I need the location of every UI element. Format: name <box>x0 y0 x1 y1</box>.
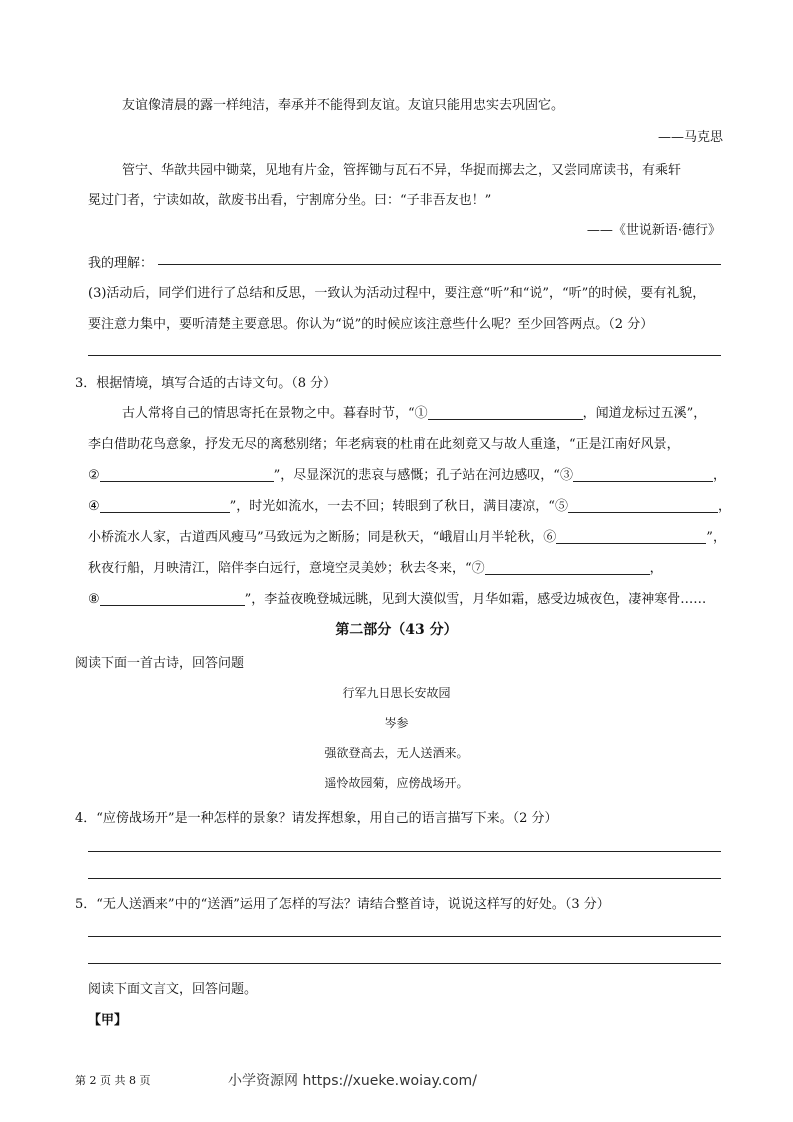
q4-answer-line-1[interactable] <box>88 851 721 852</box>
poem-line1: 强欲登高去，无人送酒来。 <box>324 746 469 760</box>
q3-line6-text: 秋夜行船，月映清江，陪伴李白远行，意境空灵美妙；秋去冬来，“⑦ <box>88 561 485 576</box>
watermark-url: 小学资源网 https://xueke.woiay.com/ <box>228 1073 477 1089</box>
q3-line5-end: ”， <box>706 530 726 545</box>
q3-line6-end: ， <box>649 561 663 576</box>
q3-part-answer-line[interactable] <box>88 355 721 356</box>
part2-heading: 第二部分（43 分） <box>335 622 458 638</box>
blank-2[interactable] <box>100 467 274 482</box>
quote-shishuo-line1: 管宁、华歆共园中锄菜，见地有片金，管挥锄与瓦石不异，华捉而掷去之，又尝同席读书，有乘轩 <box>122 163 682 178</box>
q3-line3-text: ”，尽显深沉的悲哀与感慨；孔子站在河边感叹，“③ <box>273 468 573 483</box>
blank-5[interactable] <box>568 498 718 513</box>
poem-line2: 遥怜故园菊，应傍战场开。 <box>324 776 469 790</box>
q3-part-line1: (3)活动后，同学们进行了总结和反思，一致认为活动过程中，要注意“听”和“说”，“听”的时候，要有礼貌， <box>88 286 706 301</box>
quote-source: ——《世说新语·德行》 <box>586 223 721 238</box>
q3-title: 3．根据情境，填写合适的古诗文句。（8 分） <box>75 376 337 391</box>
blank-4[interactable] <box>100 498 230 513</box>
q3-line4-end: ， <box>717 499 731 514</box>
q3-line3 <box>88 464 726 483</box>
blank-3[interactable] <box>573 467 713 482</box>
q5-answer-line-1[interactable] <box>88 936 721 937</box>
blank-1[interactable] <box>428 405 583 420</box>
understanding-label: 我的理解： <box>88 256 154 271</box>
q5-text: 5．“无人送酒来”中的“送酒”运用了怎样的写法？请结合整首诗，说说这样写的好处。（3 分） <box>75 897 610 912</box>
q3-line7-num: ⑧ <box>88 592 100 607</box>
blank-6[interactable] <box>556 529 706 544</box>
q3-line3-end: ， <box>712 468 726 483</box>
page-number: 第 2 页 共 8 页 <box>75 1074 151 1087</box>
quote-author: ——马克思 <box>657 130 723 145</box>
q5-answer-line-2[interactable] <box>88 963 721 964</box>
q3-line4-text: ”，时光如流水，一去不回；转眼到了秋日，满目凄凉，“⑤ <box>229 499 568 514</box>
q3-line6 <box>88 557 663 576</box>
q4-text: 4．“应傍战场开”是一种怎样的景象？请发挥想象，用自己的语言描写下来。（2 分） <box>75 811 558 826</box>
q3-part-line2: 要注意力集中，要听清楚主要意思。你认为“说”的时候应该注意些什么呢？至少回答两点。（2 分） <box>88 317 654 332</box>
q3-line2: 李白借助花鸟意象，抒发无尽的离愁别绪；年老病衰的杜甫在此刻竟又与故人重逢，“正是江南好风景， <box>88 437 680 452</box>
jia-label: 【甲】 <box>88 1013 128 1028</box>
poem-title: 行军九日思长安故园 <box>342 686 451 700</box>
q3-line4 <box>88 495 731 514</box>
q3-line1-text-a: 古人常将自己的情思寄托在景物之中。暮春时节，“① <box>122 406 428 421</box>
poem-author: 岑参 <box>384 716 409 730</box>
q3-line1-text-b: ，闻道龙标过五溪”， <box>582 406 707 421</box>
q4-answer-line-2[interactable] <box>88 878 721 879</box>
blank-7[interactable] <box>485 560 650 575</box>
q3-line4-num: ④ <box>88 499 100 514</box>
blank-8[interactable] <box>100 591 245 606</box>
q3-line7 <box>88 588 706 607</box>
q3-line5-text: 小桥流水人家，古道西风瘦马”马致远为之断肠；同是秋天，“峨眉山月半轮秋，⑥ <box>88 530 557 545</box>
part2-intro: 阅读下面一首古诗，回答问题 <box>75 656 245 671</box>
q3-line5 <box>88 526 726 545</box>
quote-marx: 友谊像清晨的露一样纯洁，奉承并不能得到友谊。友谊只能用忠实去巩固它。 <box>122 98 565 113</box>
quote-shishuo-line2: 冕过门者，宁读如故，歆废书出看，宁割席分坐。曰：“子非吾友也！” <box>88 193 492 208</box>
q3-line7-text: ”，李益夜晚登城远眺，见到大漠似雪，月华如霜，感受边城夜色，凄神寒骨…… <box>244 592 707 607</box>
q3-line1 <box>122 402 706 421</box>
understanding-answer-line[interactable] <box>158 264 721 265</box>
classical-intro: 阅读下面文言文，回答问题。 <box>88 982 258 997</box>
q3-line3-num: ② <box>88 468 100 483</box>
